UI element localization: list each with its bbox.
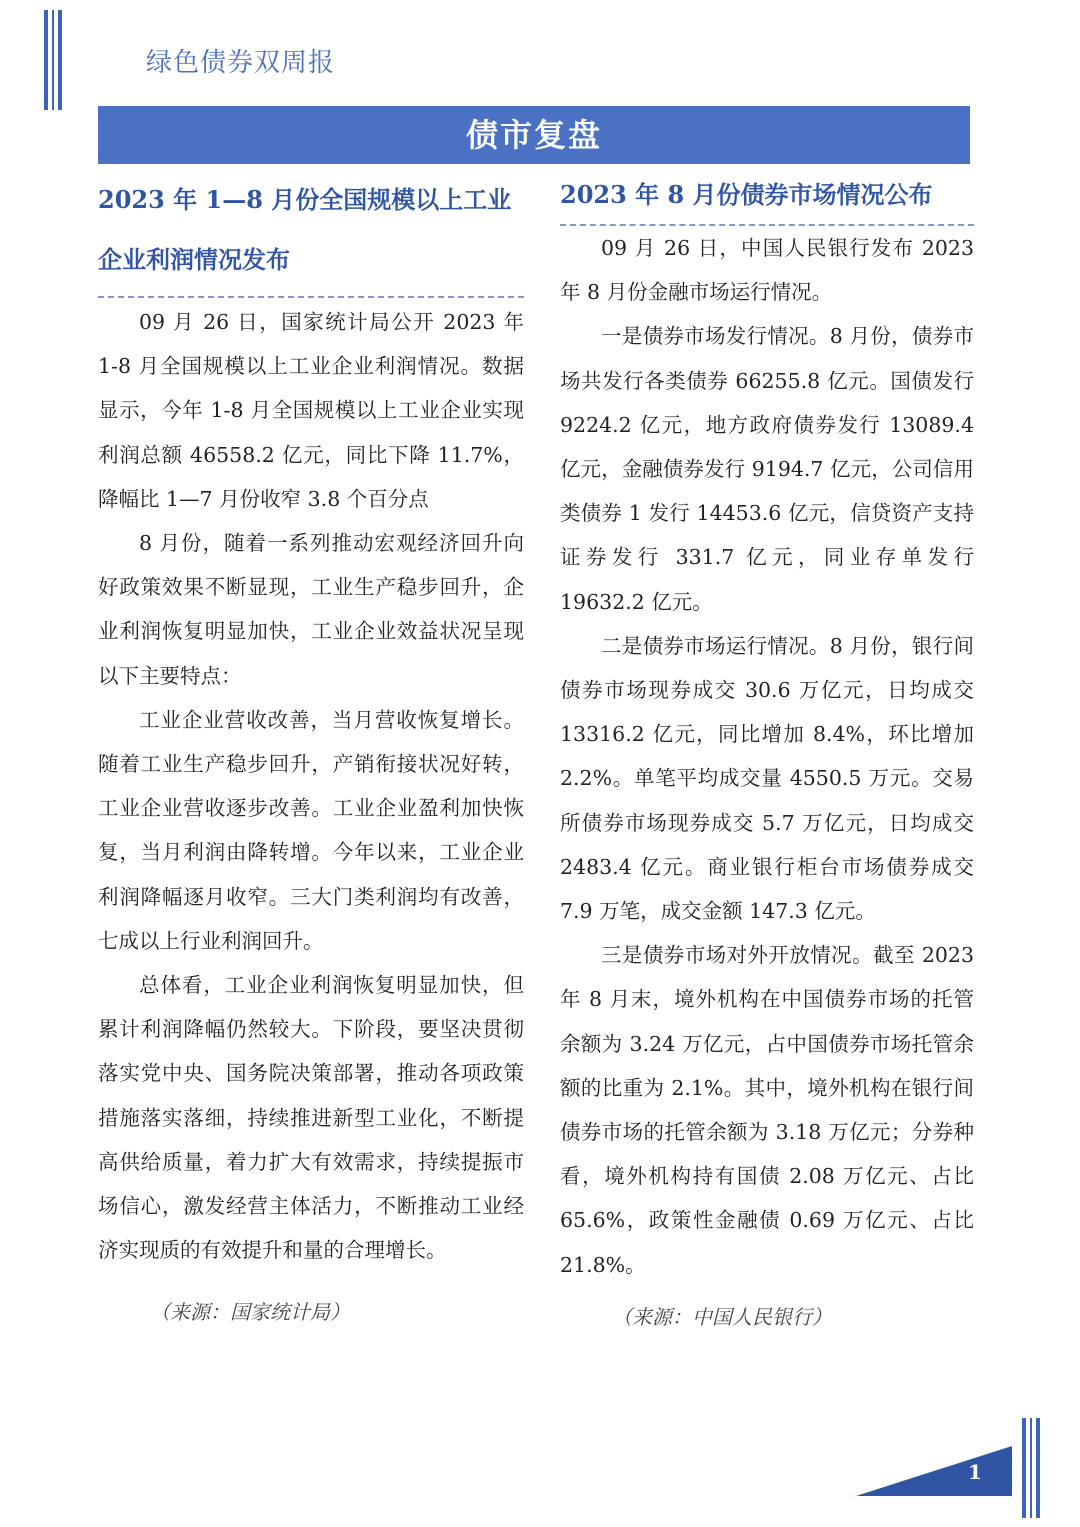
paragraph: 09 月 26 日，国家统计局公开 2023 年 1-8 月全国规模以上工业企业利润情况。数据显示，今年 1-8 月全国规模以上工业企业实现利润总额 46558.2 亿元，同比下降 11.7%，降幅比 1—7 月份收窄 3.8 个百分点 — [98, 310, 524, 511]
paragraph: 一是债券市场发行情况。8 月份，债券市场共发行各类债券 66255.8 亿元。国债发行 9224.2 亿元，地方政府债券发行 13089.4 亿元，金融债券发行 9194.7 亿元，公司信用类债券 1 发行 14453.6 亿元，信贷资产支持证券发行 331.7 亿元，同业存单发行 19632.2 亿元。 — [560, 324, 974, 614]
paragraph: 二是债券市场运行情况。8 月份，银行间债券市场现券成交 30.6 万亿元，日均成交 13316.2 亿元，同比增加 8.4%，环比增加 2.2%。单笔平均成交量 4550.5 万元。交易所债券市场现券成交 5.7 万亿元，日均成交 2483.4 亿元。商业银行柜台市场债券成交 7.9 万笔，成交金额 147.3 亿元。 — [560, 633, 974, 924]
right-article — [560, 170, 974, 1339]
article-title: 2023 年 8 月份债券市场情况公布 — [560, 180, 933, 209]
page-number-triangle — [856, 1446, 1012, 1496]
publication-title: 绿色债券双周报 — [146, 48, 336, 78]
footer-decoration-bars — [1022, 1418, 1044, 1518]
left-article — [98, 170, 524, 1334]
header-decoration-bars — [44, 10, 66, 110]
page-number: 1 — [968, 1460, 982, 1484]
article-body — [560, 226, 974, 1287]
paragraph: 09 月 26 日，中国人民银行发布 2023 年 8 月份金融市场运行情况。 — [560, 236, 974, 305]
paragraph: 三是债券市场对外开放情况。截至 2023 年 8 月末，境外机构在中国债券市场的托管余额为 3.24 万亿元，占中国债券市场托管余额的比重为 2.1%。其中，境外机构在银行间债券市场的托管余额为 3.18 万亿元；分券种看，境外机构持有国债 2.08 万亿元、占比 65.6%，政策性金融债 0.69 万亿元、占比 21.8%。 — [560, 943, 974, 1277]
paragraph: 8 月份，随着一系列推动宏观经济回升向好政策效果不断显现，工业生产稳步回升，企业利润恢复明显加快，工业企业效益状况呈现以下主要特点： — [98, 531, 524, 688]
title-divider — [98, 296, 524, 298]
article-title-line2: 企业利润情况发布 — [98, 245, 290, 274]
article-title — [98, 170, 524, 290]
article-body — [98, 300, 524, 1272]
article-title-line1: 2023 年 1—8 月份全国规模以上工业 — [98, 185, 512, 214]
article-source: （来源：国家统计局） — [150, 1300, 350, 1325]
article-source: （来源：中国人民银行） — [612, 1304, 832, 1329]
section-banner: 债市复盘 — [98, 106, 970, 164]
paragraph: 总体看，工业企业利润恢复明显加快，但累计利润降幅仍然较大。下阶段，要坚决贯彻落实党中央、国务院决策部署，推动各项政策措施落实落细，持续推进新型工业化，不断提高供给质量，着力扩大有效需求，持续提振市场信心，激发经营主体活力，不断推动工业经济实现质的有效提升和量的合理增长。 — [98, 973, 524, 1263]
paragraph: 工业企业营收改善，当月营收恢复增长。随着工业生产稳步回升，产销衔接状况好转，工业企业营收逐步改善。工业企业盈利加快恢复，当月利润由降转增。今年以来，工业企业利润降幅逐月收窄。三大门类利润均有改善，七成以上行业利润回升。 — [98, 707, 524, 953]
